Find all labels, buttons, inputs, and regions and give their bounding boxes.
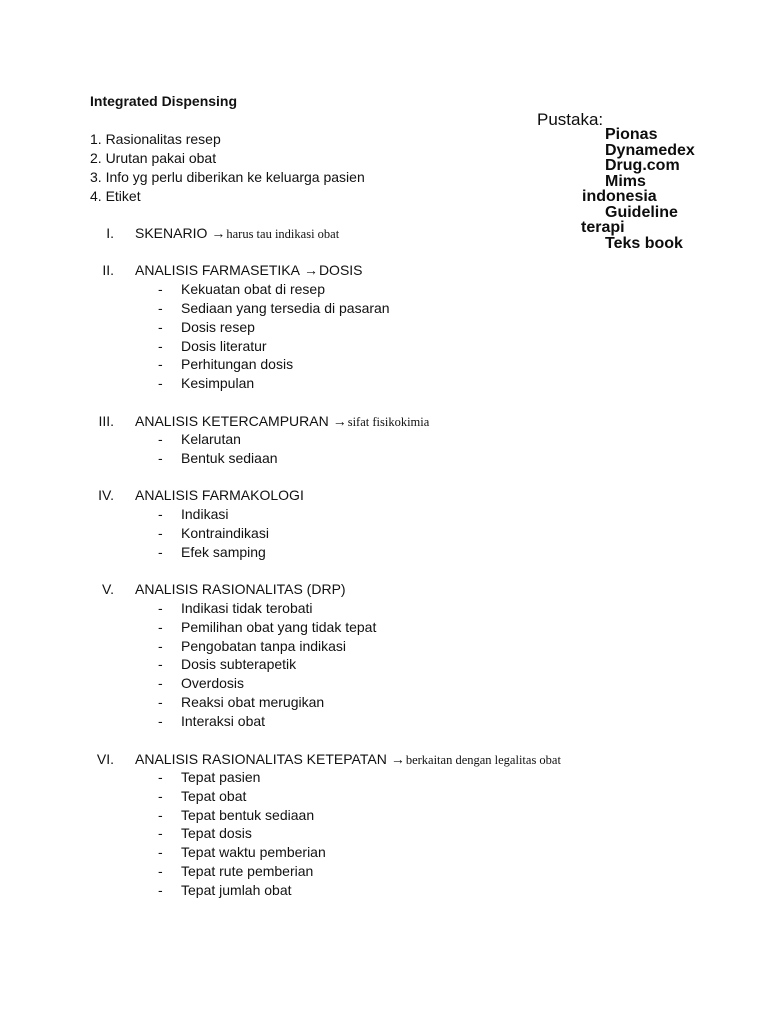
list-dash: - <box>158 525 163 541</box>
list-dash: - <box>158 619 163 635</box>
list-item-text: Tepat obat <box>181 788 247 804</box>
numbered-item: 3. Info yg perlu diberikan ke keluarga pasien <box>90 169 365 185</box>
list-item-text: Efek samping <box>181 544 266 560</box>
list-item <box>158 280 325 299</box>
numbered-item: 1. Rasionalitas resep <box>90 131 221 147</box>
pustaka-line: Pionas <box>605 126 658 143</box>
list-item <box>158 637 346 656</box>
numbered-item: 4. Etiket <box>90 188 141 204</box>
document-title: Integrated Dispensing <box>90 93 238 109</box>
list-item <box>158 543 266 562</box>
pustaka-line: indonesia <box>582 188 657 205</box>
list-item-text: Tepat jumlah obat <box>181 882 292 898</box>
section-heading <box>135 750 561 770</box>
list-item <box>158 337 267 356</box>
list-dash: - <box>158 694 163 710</box>
list-dash: - <box>158 450 163 466</box>
list-dash: - <box>158 431 163 447</box>
section-numeral: V. <box>102 581 114 597</box>
list-dash: - <box>158 882 163 898</box>
list-dash: - <box>158 788 163 804</box>
list-item-text: Tepat pasien <box>181 769 261 785</box>
section-note: harus tau indikasi obat <box>226 227 340 241</box>
list-item <box>158 693 324 712</box>
list-item <box>158 787 246 806</box>
section-heading <box>135 224 339 244</box>
list-item <box>158 881 292 900</box>
list-item <box>158 674 244 693</box>
section-title: ANALISIS RASIONALITAS KETEPATAN <box>135 751 387 767</box>
list-dash: - <box>158 356 163 372</box>
list-item-text: Tepat dosis <box>181 825 252 841</box>
list-item <box>158 824 252 843</box>
list-dash: - <box>158 769 163 785</box>
list-dash: - <box>158 319 163 335</box>
list-item <box>158 299 390 318</box>
list-dash: - <box>158 807 163 823</box>
list-item <box>158 449 278 468</box>
section-numeral: IV. <box>98 487 114 503</box>
list-item-text: Dosis resep <box>181 319 255 335</box>
pustaka-line: Teks book <box>605 235 683 252</box>
section-heading <box>135 580 346 599</box>
list-item-text: Tepat bentuk sediaan <box>181 807 315 823</box>
list-dash: - <box>158 713 163 729</box>
arrow-icon: → <box>332 415 347 430</box>
list-item-text: Pengobatan tanpa indikasi <box>181 638 347 654</box>
list-item-text: Pemilihan obat yang tidak tepat <box>181 619 377 635</box>
list-item <box>158 318 255 337</box>
list-item-text: Perhitungan dosis <box>181 356 294 372</box>
pustaka-heading: Pustaka: <box>537 110 604 129</box>
list-dash: - <box>158 600 163 616</box>
section-note: sifat fisikokimia <box>347 415 430 429</box>
list-item <box>158 599 313 618</box>
section-title: ANALISIS FARMAKOLOGI <box>135 487 304 503</box>
numbered-item: 2. Urutan pakai obat <box>90 150 217 166</box>
list-item-text: Dosis subterapetik <box>181 656 297 672</box>
list-item <box>158 355 293 374</box>
pustaka-line: Guideline <box>605 204 678 221</box>
section-numeral: II. <box>102 262 114 278</box>
list-dash: - <box>158 375 163 391</box>
section-note: berkaitan dengan legalitas obat <box>405 753 561 767</box>
list-item <box>158 655 296 674</box>
list-item-text: Interaksi obat <box>181 713 266 729</box>
section-numeral: I. <box>106 225 114 241</box>
list-item <box>158 862 313 881</box>
pustaka-line: Drug.com <box>605 157 680 174</box>
section-heading <box>135 261 363 281</box>
list-item <box>158 618 376 637</box>
list-item-text: Sediaan yang tersedia di pasaran <box>181 300 390 316</box>
list-item-text: Tepat rute pemberian <box>181 863 314 879</box>
pustaka-line: terapi <box>581 219 625 236</box>
list-item <box>158 712 265 731</box>
list-dash: - <box>158 300 163 316</box>
list-item-text: Kontraindikasi <box>181 525 269 541</box>
section-title: ANALISIS KETERCAMPURAN <box>135 413 329 429</box>
section-heading <box>135 412 429 432</box>
arrow-icon: → <box>303 264 318 279</box>
section-title: ANALISIS RASIONALITAS (DRP) <box>135 581 346 597</box>
arrow-icon: → <box>211 227 226 242</box>
arrow-icon: → <box>390 753 405 768</box>
list-dash: - <box>158 638 163 654</box>
list-dash: - <box>158 863 163 879</box>
list-item-text: Indikasi tidak terobati <box>181 600 313 616</box>
section-note: DOSIS <box>318 262 363 278</box>
list-item-text: Kesimpulan <box>181 375 255 391</box>
list-item-text: Kelarutan <box>181 431 241 447</box>
list-dash: - <box>158 506 163 522</box>
pustaka-line: Dynamedex <box>605 142 695 159</box>
list-item-text: Overdosis <box>181 675 245 691</box>
section-title: ANALISIS FARMASETIKA <box>135 262 300 278</box>
pustaka-line: Mims <box>605 173 646 190</box>
list-item <box>158 374 254 393</box>
list-item-text: Tepat waktu pemberian <box>181 844 326 860</box>
list-item <box>158 843 326 862</box>
list-item-text: Bentuk sediaan <box>181 450 278 466</box>
list-dash: - <box>158 825 163 841</box>
list-dash: - <box>158 656 163 672</box>
list-item-text: Reaksi obat merugikan <box>181 694 325 710</box>
list-item <box>158 430 241 449</box>
list-item <box>158 768 260 787</box>
list-item-text: Indikasi <box>181 506 229 522</box>
list-item <box>158 806 314 825</box>
list-item <box>158 505 228 524</box>
section-heading <box>135 486 304 505</box>
list-item-text: Dosis literatur <box>181 338 267 354</box>
section-title: SKENARIO <box>135 225 208 241</box>
list-dash: - <box>158 544 163 560</box>
list-dash: - <box>158 675 163 691</box>
list-dash: - <box>158 281 163 297</box>
list-item <box>158 524 269 543</box>
section-numeral: VI. <box>96 751 114 767</box>
list-item-text: Kekuatan obat di resep <box>181 281 325 297</box>
section-numeral: III. <box>98 413 114 429</box>
list-dash: - <box>158 844 163 860</box>
list-dash: - <box>158 338 163 354</box>
